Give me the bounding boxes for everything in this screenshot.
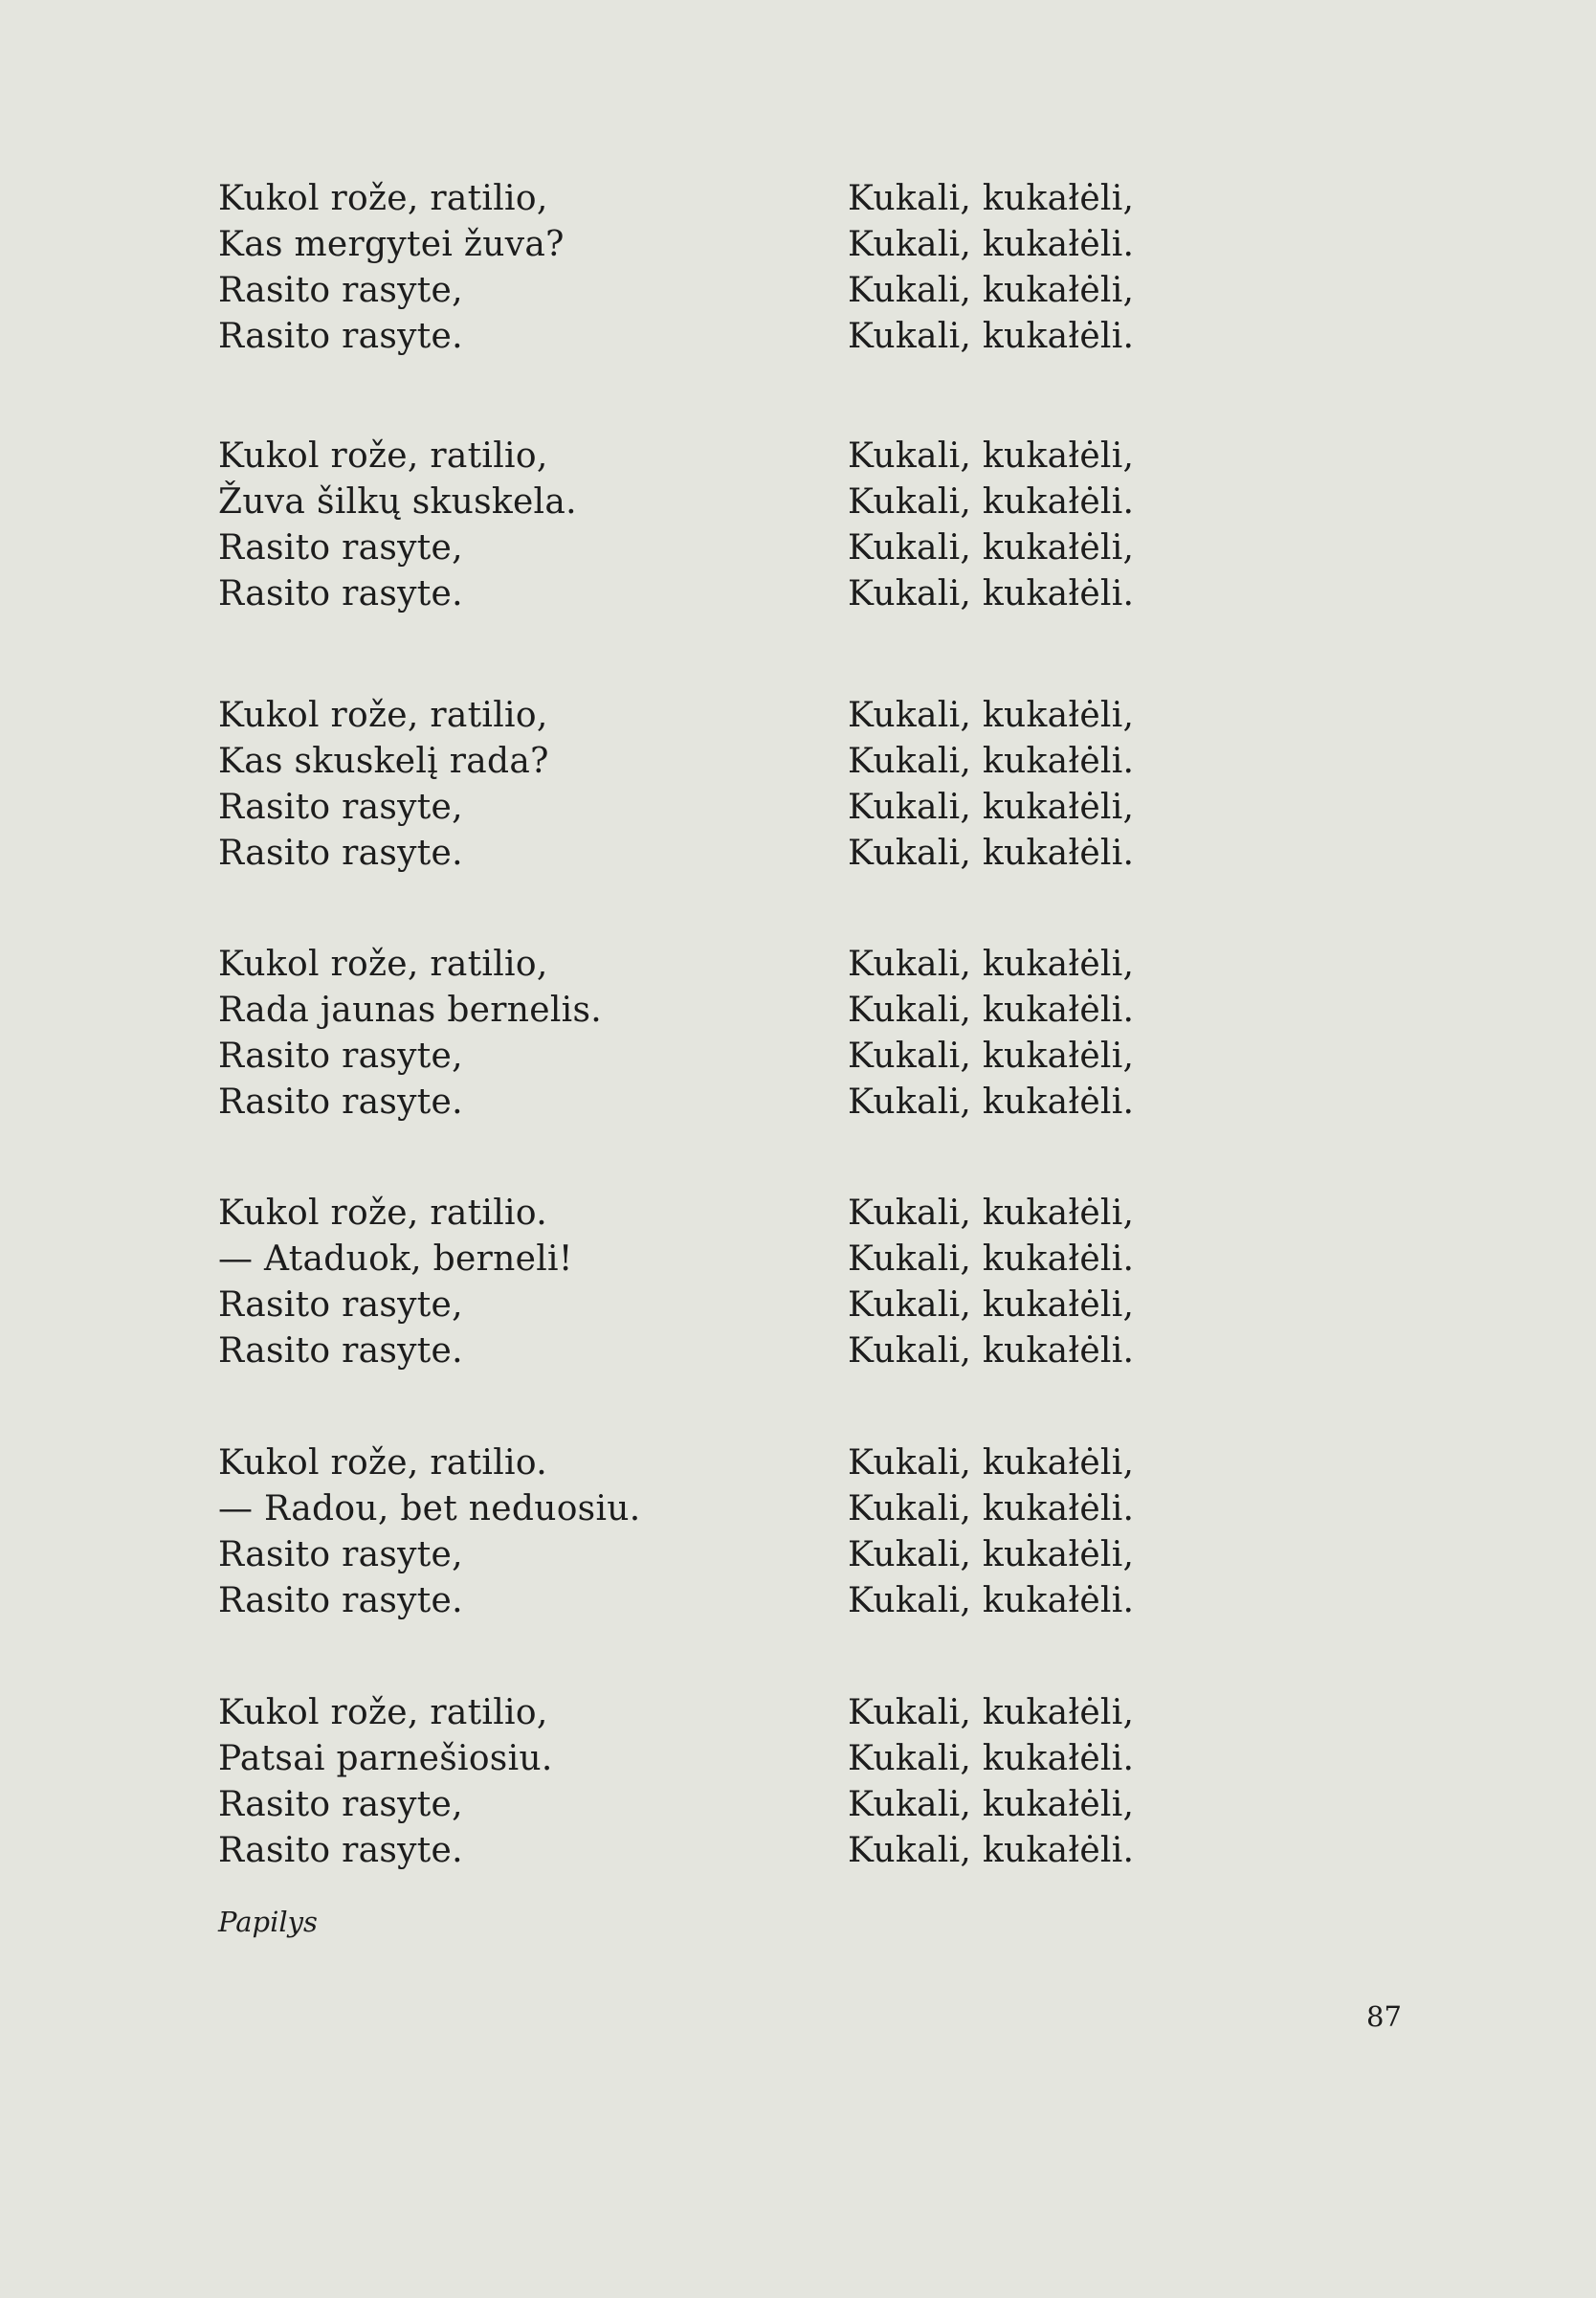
stanza-line-refrain: Kukali, kukałėli, <box>848 1535 1135 1574</box>
stanza-line-refrain: Kukali, kukałėli, <box>848 271 1135 310</box>
stanza-line-left: Rasito rasyte. <box>218 317 463 356</box>
stanza-line-left: Rasito rasyte. <box>218 574 463 614</box>
stanza-line-refrain: Kukali, kukałėli, <box>848 1693 1135 1732</box>
stanza-line-refrain: Kukali, kukałėli. <box>848 1489 1135 1528</box>
stanza-line-refrain: Kukali, kukałėli, <box>848 1443 1135 1483</box>
stanza-5 <box>0 1191 1596 1382</box>
stanza-line-left: Kukol rože, ratilio, <box>218 436 548 476</box>
stanza-line-left: Rasito rasyte, <box>218 528 463 568</box>
stanza-7 <box>0 1690 1596 1882</box>
stanza-line-left: Rasito rasyte, <box>218 1037 463 1076</box>
stanza-line-left: Rasito rasyte. <box>218 1581 463 1620</box>
stanza-line-left: Rasito rasyte, <box>218 788 463 827</box>
stanza-line-refrain: Kukali, kukałėli. <box>848 1331 1135 1371</box>
stanza-line-left: Rasito rasyte, <box>218 1785 463 1824</box>
stanza-2 <box>0 434 1596 625</box>
stanza-line-refrain: Kukali, kukałėli, <box>848 1285 1135 1325</box>
stanza-line-refrain: Kukali, kukałėli, <box>848 1037 1135 1076</box>
stanza-line-refrain: Kukali, kukałėli, <box>848 436 1135 476</box>
stanza-line-left: Rasito rasyte. <box>218 834 463 873</box>
stanza-line-left: Rasito rasyte. <box>218 1331 463 1371</box>
stanza-line-left: — Radou, bet neduosiu. <box>218 1489 641 1528</box>
stanza-line-left: Rasito rasyte, <box>218 1285 463 1325</box>
stanza-line-refrain: Kukali, kukałėli. <box>848 574 1135 614</box>
stanza-line-left: Rasito rasyte, <box>218 271 463 310</box>
stanza-line-refrain: Kukali, kukałėli. <box>848 991 1135 1030</box>
source-location: Papilys <box>218 1906 318 1938</box>
stanza-line-left: Kukol rože, ratilio, <box>218 945 548 984</box>
stanza-line-refrain: Kukali, kukałėli. <box>848 317 1135 356</box>
page-number: 87 <box>1366 2000 1402 2033</box>
stanza-line-left: — Ataduok, berneli! <box>218 1239 573 1279</box>
stanza-line-refrain: Kukali, kukałėli. <box>848 225 1135 264</box>
stanza-line-refrain: Kukali, kukałėli, <box>848 179 1135 218</box>
stanza-line-refrain: Kukali, kukałėli. <box>848 1739 1135 1778</box>
stanza-line-refrain: Kukali, kukałėli. <box>848 1831 1135 1870</box>
stanza-line-left: Rasito rasyte. <box>218 1831 463 1870</box>
stanza-line-left: Rada jaunas bernelis. <box>218 991 603 1030</box>
stanza-line-left: Kukol rože, ratilio, <box>218 696 548 735</box>
stanza-line-refrain: Kukali, kukałėli. <box>848 1581 1135 1620</box>
stanza-line-refrain: Kukali, kukałėli. <box>848 742 1135 781</box>
stanza-line-refrain: Kukali, kukałėli, <box>848 528 1135 568</box>
stanza-line-left: Kas skuskelį rada? <box>218 742 549 781</box>
stanza-line-refrain: Kukali, kukałėli. <box>848 1239 1135 1279</box>
stanza-line-left: Rasito rasyte. <box>218 1082 463 1122</box>
stanza-line-refrain: Kukali, kukałėli, <box>848 1785 1135 1824</box>
stanza-line-left: Žuva šilkų skuskela. <box>218 482 577 522</box>
stanza-3 <box>0 693 1596 884</box>
stanza-line-refrain: Kukali, kukałėli. <box>848 834 1135 873</box>
stanza-4 <box>0 942 1596 1133</box>
stanza-line-refrain: Kukali, kukałėli, <box>848 945 1135 984</box>
stanza-line-left: Kukol rože, ratilio, <box>218 1693 548 1732</box>
stanza-line-left: Kukol rože, ratilio, <box>218 179 548 218</box>
stanza-1 <box>0 176 1596 368</box>
stanza-line-left: Kukol rože, ratilio. <box>218 1443 547 1483</box>
stanza-line-refrain: Kukali, kukałėli. <box>848 482 1135 522</box>
stanza-line-left: Rasito rasyte, <box>218 1535 463 1574</box>
stanza-line-left: Patsai parnešiosiu. <box>218 1739 553 1778</box>
stanza-line-left: Kukol rože, ratilio. <box>218 1194 547 1233</box>
stanza-line-refrain: Kukali, kukałėli, <box>848 1194 1135 1233</box>
stanza-line-left: Kas mergytei žuva? <box>218 225 565 264</box>
stanza-line-refrain: Kukali, kukałėli, <box>848 696 1135 735</box>
stanza-line-refrain: Kukali, kukałėli. <box>848 1082 1135 1122</box>
stanza-line-refrain: Kukali, kukałėli, <box>848 788 1135 827</box>
stanza-6 <box>0 1440 1596 1632</box>
